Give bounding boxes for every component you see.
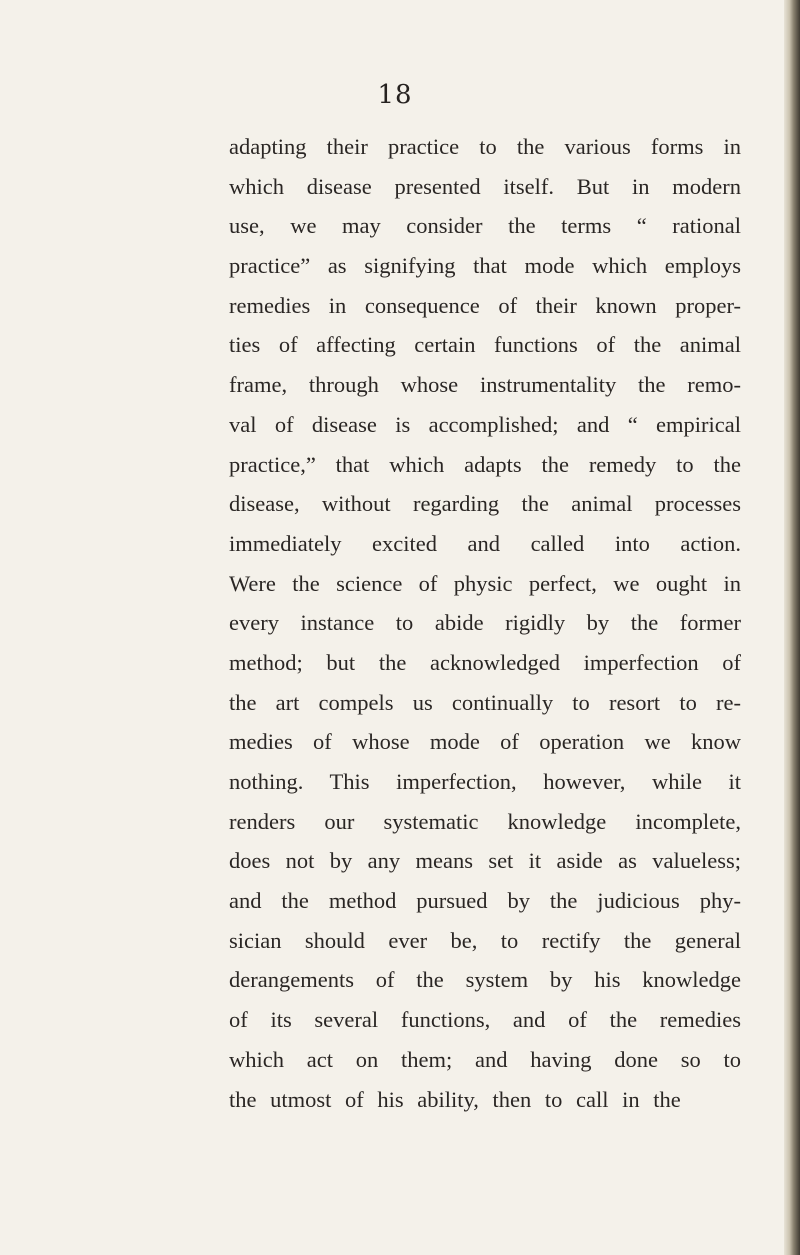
- text-line: every instance to abide rigidly by the former: [229, 610, 741, 636]
- text-line: val of disease is accomplished; and “ empirical: [229, 411, 741, 437]
- text-line: method; but the acknowledged imperfection of: [229, 649, 741, 675]
- text-line: disease, without regarding the animal processes: [229, 491, 741, 517]
- body-text: [229, 127, 741, 1119]
- text-line: renders our systematic knowledge incomplete,: [229, 808, 741, 834]
- text-line: use, we may consider the terms “ rational: [229, 213, 741, 239]
- text-line: Were the science of physic perfect, we ought in: [229, 570, 741, 596]
- text-line: which disease presented itself. But in modern: [229, 173, 741, 199]
- text-line: sician should ever be, to rectify the general: [229, 927, 741, 953]
- text-line: does not by any means set it aside as valueless;: [229, 848, 741, 874]
- text-line: remedies in consequence of their known proper-: [229, 292, 741, 318]
- text-line: the utmost of his ability, then to call in the: [229, 1086, 681, 1112]
- text-line: immediately excited and called into action.: [229, 530, 741, 556]
- text-line: ties of affecting certain functions of the animal: [229, 332, 741, 358]
- text-line: and the method pursued by the judicious phy-: [229, 888, 741, 914]
- text-line: the art compels us continually to resort to re-: [229, 689, 741, 715]
- text-line: frame, through whose instrumentality the remo-: [229, 372, 741, 398]
- text-line: nothing. This imperfection, however, while it: [229, 769, 741, 794]
- text-line: practice,” that which adapts the remedy to the: [229, 451, 741, 477]
- text-line: of its several functions, and of the remedies: [229, 1007, 741, 1033]
- page-number: 18: [377, 80, 413, 110]
- text-line: adapting their practice to the various forms in: [229, 134, 741, 159]
- text-line: medies of whose mode of operation we know: [229, 729, 741, 755]
- text-line: which act on them; and having done so to: [229, 1046, 741, 1072]
- text-line: derangements of the system by his knowledge: [229, 967, 741, 993]
- page-edge-shadow: [784, 0, 800, 1255]
- text-line: practice” as signifying that mode which employs: [229, 253, 741, 279]
